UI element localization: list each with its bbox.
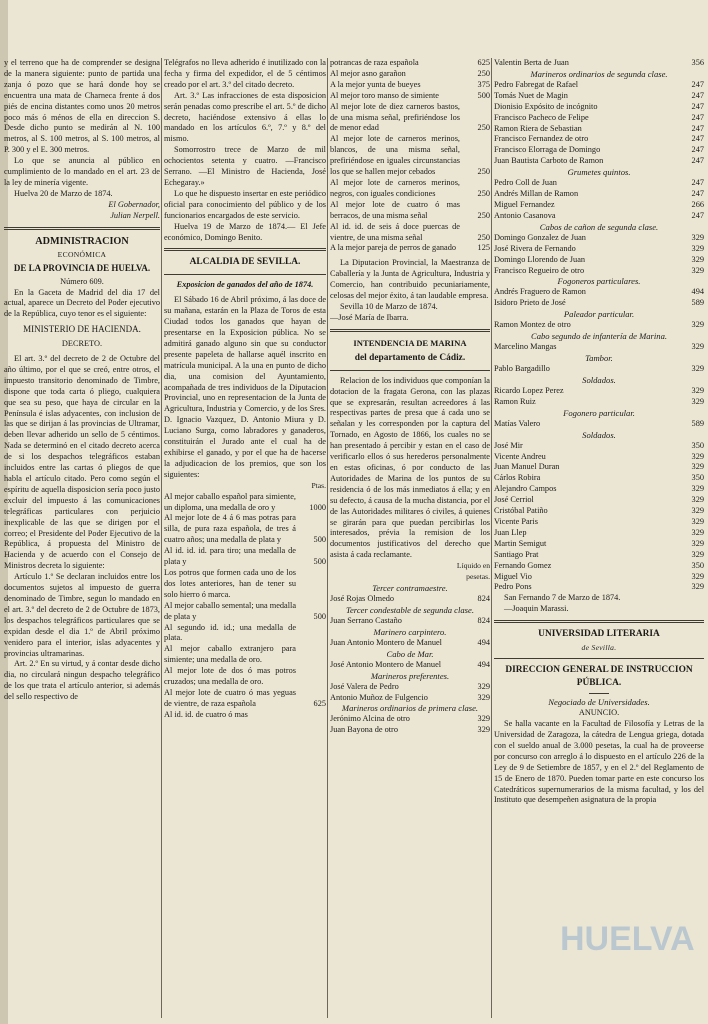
paragraph: Se halla vacante en la Facultad de Filosofía y Letras de la Universidad de Zaragoza, la cátedra de Lengua griega, dotada con el sueldo anual de 3.000 pesetas, la cual ha de proveerse por concurso con arreglo á lo dispuesto en el artículo 226 de la Ley de 9 de Setiembre de 1857, y en el 2.º del Reglamento de 15 de Enero de 1870. Pueden tomar parte en este concurso los Catedráticos supernumerarios de la misma facultad, y los del Instituto que desempeñen asignatura de la propia <box>494 719 704 805</box>
prize-row <box>330 91 490 102</box>
column-rule <box>327 58 328 1018</box>
rank-heading: Tambor. <box>585 353 613 364</box>
section-title: UNIVERSIDAD LITERARIA <box>538 629 660 640</box>
crew-row <box>494 145 704 156</box>
crew-row <box>494 244 704 255</box>
crew-amount: 329 <box>691 254 704 264</box>
crew-amount: 350 <box>691 473 704 483</box>
prize-amount: 625 <box>313 698 326 708</box>
rank-heading: Fogonero particular. <box>563 407 635 418</box>
prize-description: Al id. id. id. para tiro; una medalla de plata y <box>164 546 296 567</box>
crew-amount: 329 <box>691 538 704 548</box>
section-title: INTENDENCIA DE MARINA <box>353 337 467 348</box>
section-title: ALCALDIA DE SEVILLA. <box>189 257 301 268</box>
crew-amount: 329 <box>691 243 704 253</box>
crew-name: José Mir <box>494 440 523 450</box>
section-title: DIRECCION GENERAL DE INSTRUCCION PÚBLICA. <box>505 665 693 689</box>
prize-amount: 125 <box>477 243 490 253</box>
crew-amount: 329 <box>691 320 704 330</box>
crew-amount: 247 <box>691 79 704 89</box>
ministry-heading: MINISTERIO DE HACIENDA. <box>23 324 141 335</box>
prize-amount: 250 <box>477 123 490 133</box>
prize-amount: 250 <box>477 232 490 242</box>
prize-amount: 1000 <box>309 502 326 512</box>
crew-amount: 247 <box>691 134 704 144</box>
crew-amount: 329 <box>477 714 490 724</box>
crew-row <box>494 572 704 583</box>
crew-amount: 329 <box>691 484 704 494</box>
crew-amount: 329 <box>691 462 704 472</box>
prize-row <box>164 513 326 546</box>
crew-amount: 824 <box>477 615 490 625</box>
prize-row <box>330 134 490 178</box>
section-title: ADMINISTRACION <box>35 235 129 247</box>
prize-description: Al id. id. de cuatro ó mas <box>164 709 248 719</box>
crew-row <box>494 539 704 550</box>
crew-row <box>330 660 490 671</box>
signature-role: El Gobernador, <box>108 199 160 209</box>
crew-amount: 247 <box>691 101 704 111</box>
crew-amount: 329 <box>691 527 704 537</box>
crew-name: Pedro Pons <box>494 582 532 592</box>
prize-description: Al mejor caballo extranjero para simiente; una medalla de oro. <box>164 644 296 665</box>
crew-amount: 329 <box>691 232 704 242</box>
crew-amount: 329 <box>691 451 704 461</box>
crew-name: José Rivera de Fernando <box>494 243 576 253</box>
section-divider <box>494 620 704 623</box>
prize-amount: 625 <box>477 58 490 67</box>
crew-name: Francisco Fernandez de otro <box>494 134 589 144</box>
crew-amount: 350 <box>691 440 704 450</box>
crew-amount: 329 <box>691 582 704 592</box>
crew-amount: 329 <box>691 342 704 352</box>
section-divider <box>494 658 704 659</box>
crew-name: Marcelino Mangas <box>494 342 557 352</box>
crew-row <box>494 134 704 145</box>
paragraph: El Sábado 16 de Abril próximo, á las doce de su mañana, estarán en la Plaza de Toros de esta Ciudad todos los ganados que hayan de presentarse en la Exposicion pública. No se admitirá ganado alguno sin que su conductor presente papeleta de hallarse aquél inscrito en matrícula municipal. A la una en punto de dicho dia, una comision del Ayuntamiento, acompañada de tres individuos de la Diputacion Provincial, uno en representacion de la Junta de Agricultura, Industria y Comercio, y de los Sres. D. Ignacio Vazquez, D. Antonio Miura y D. Luciano Surga, como labradores y ganaderos, constituirán el Jurado ante el cual ha de exhibirse el ganado, y por el que ha de hacerse la adjudicacion de los premios, que son los siguientes: <box>164 295 326 479</box>
crew-name: Juan Manuel Duran <box>494 462 560 472</box>
date-line: Huelva 20 de Marzo de 1874. <box>14 188 113 198</box>
crew-name: Juan Serrano Castaño <box>330 615 402 625</box>
prize-description: Al id. id. de seis á doce puercas de vientre, de una misma señal <box>330 221 460 242</box>
prize-row <box>330 102 490 135</box>
crew-row <box>330 725 490 736</box>
crew-amount: 329 <box>691 495 704 505</box>
rank-heading: Soldados. <box>582 429 616 440</box>
paragraph: Somorrostro trece de Marzo de mil ochocientos setenta y cuatro. —Francisco Serrano. —El Ministro de Hacienda, José Echegaray.» <box>164 145 326 187</box>
prize-description: Al mejor caballo español para simiente, un diploma, una medalla de oro y <box>164 491 296 512</box>
watermark-logo: HUELVA <box>560 920 695 958</box>
prize-row <box>164 623 326 645</box>
crew-row <box>494 58 704 69</box>
prize-amount: 500 <box>313 535 326 545</box>
column-2 <box>164 58 326 1018</box>
prize-description: Al mejor lote de carneros merinos, blancos, de una misma señal, prefiriéndose en iguales circunstancias los que se hallen mejor cebados <box>330 134 460 177</box>
crew-name: Francisco Regueiro de otro <box>494 265 585 275</box>
prize-row <box>164 688 326 710</box>
crew-row <box>494 484 704 495</box>
crew-amount: 329 <box>477 692 490 702</box>
paragraph: Huelva 19 de Marzo de 1874.— El Jefe económico, Domingo Benito. <box>164 221 326 242</box>
crew-amount: 329 <box>691 265 704 275</box>
prize-amount: 500 <box>313 557 326 567</box>
prize-row <box>330 69 490 80</box>
prize-row <box>164 492 326 514</box>
prize-amount: 250 <box>477 210 490 220</box>
crew-name: Juan Llep <box>494 527 527 537</box>
crew-row <box>494 189 704 200</box>
paragraph: Art. 3.º Las infracciones de esta disposicion serán penadas como prescribe el art. 5.º de dicho decreto, haciéndose extensivo á ellas lo mandado en los artículos 6.º, 7.º y 8.º del mismo. <box>164 90 326 144</box>
crew-amount: 329 <box>477 681 490 691</box>
section-subtitle: del departamento de Cádiz. <box>354 352 466 363</box>
crew-name: Isidoro Prieto de José <box>494 298 566 308</box>
crew-row <box>494 320 704 331</box>
column-heading: Ptas. <box>311 480 326 490</box>
crew-row <box>330 638 490 649</box>
crew-name: Antonio Muñoz de Fulgencio <box>330 692 428 702</box>
paragraph: Lo que se anuncia al público en cumplimiento de lo mandado en el art. 23 de la ley de minería vigente. <box>4 156 160 187</box>
rank-heading: Paleador particular. <box>563 309 635 320</box>
crew-amount: 824 <box>477 593 490 603</box>
signature: —Joaquin Marassi. <box>504 604 569 614</box>
prize-row <box>330 80 490 91</box>
crew-row <box>494 211 704 222</box>
crew-amount: 247 <box>691 123 704 133</box>
crew-row <box>494 124 704 135</box>
column-rule <box>491 58 492 1018</box>
crew-name: Andrés Millan de Ramon <box>494 189 579 199</box>
crew-row <box>494 80 704 91</box>
prize-list <box>164 492 326 721</box>
crew-name: Vicente Andreu <box>494 451 546 461</box>
crew-name: Tomás Nuet de Magin <box>494 90 568 100</box>
prize-row <box>164 546 326 568</box>
section-divider <box>164 248 326 251</box>
crew-name: Juan Antonio Montero de Manuel <box>330 637 442 647</box>
prize-description: Al mejor caballo semental; una medalla de plata y <box>164 600 297 621</box>
rank-heading: Soldados. <box>582 374 616 385</box>
crew-name: Vicente Paris <box>494 517 538 526</box>
crew-list <box>494 58 704 593</box>
rank-heading: Marineros preferentes. <box>370 670 450 681</box>
crew-row <box>494 561 704 572</box>
prize-row <box>330 243 490 254</box>
crew-name: Miguel Fernandez <box>494 199 555 209</box>
prize-amount: 500 <box>477 90 490 100</box>
crew-name: Valentin Berta de Juan <box>494 58 569 67</box>
prize-description: potrancas de raza española <box>330 58 419 67</box>
crew-name: Fernando Gomez <box>494 560 552 570</box>
crew-name: Santiago Prat <box>494 549 539 559</box>
date-line: Sevilla 10 de Marzo de 1874. <box>340 301 438 311</box>
prize-row <box>164 601 326 623</box>
crew-name: Jerónimo Alcina de otro <box>330 714 410 724</box>
prize-amount: 250 <box>477 167 490 177</box>
crew-name: Dionisio Expósito de incógnito <box>494 101 598 111</box>
prize-description: Al mejor lote de 4 á 6 mas potras para silla, de pura raza española, de tres á cuatro años; una medalla de plata y <box>164 513 296 545</box>
crew-name: José Rojas Olmedo <box>330 593 395 603</box>
crew-name: Cristóbal Patiño <box>494 506 548 516</box>
rank-heading: Marineros ordinarios de primera clase. <box>341 703 479 714</box>
crew-row <box>494 287 704 298</box>
prize-row <box>164 568 326 601</box>
paragraph: Telégrafos no lleva adherido é inutilizado con la fecha y firma del expedidor, el de 5 céntimos creado por el art. 3.º del citado decreto. <box>164 58 326 89</box>
crew-name: Matías Valero <box>494 418 541 428</box>
crew-amount: 329 <box>691 396 704 406</box>
column-heading: Líquido en pesetas. <box>456 561 490 582</box>
rank-heading: Marineros ordinarios de segunda clase. <box>530 68 668 79</box>
crew-row <box>494 178 704 189</box>
crew-row <box>494 102 704 113</box>
paragraph: Lo que he dispuesto insertar en este periódico oficial para conocimiento del público y de los funcionarios encargados de este servicio. <box>164 188 326 220</box>
section-divider <box>330 370 490 371</box>
divider <box>589 693 609 694</box>
crew-name: José Antonio Montero de Manuel <box>330 659 442 669</box>
crew-row <box>494 495 704 506</box>
crew-name: Pedro Fabregat de Rafael <box>494 79 579 89</box>
paragraph: La Diputacion Provincial, la Maestranza de Caballería y la Junta de Agricultura, Industria y Comercio, han contribuido pecuniariamente, celosas del mejor éxito, á tan laudable empresa. <box>330 258 490 301</box>
crew-name: Ricardo Lopez Perez <box>494 385 564 395</box>
prize-description: Al mejor lote de dos ó mas potros cruzados; una medalla de oro. <box>164 666 296 687</box>
signature-name: Julian Nerpell. <box>110 210 160 220</box>
crew-name: Antonio Casanova <box>494 210 556 220</box>
prize-amount: 250 <box>477 68 490 78</box>
prize-description: Al mejor asno garañon <box>330 68 406 78</box>
section-subtitle: DE LA PROVINCIA DE HUELVA. <box>13 262 151 273</box>
paragraph: Art. 2.º En su virtud, y á contar desde dicho dia, no circulará ningun despacho telegráfico de los que trata el artículo anterior, si además del sello respectivo de <box>4 659 160 702</box>
prize-amount: 375 <box>477 79 490 89</box>
crew-row <box>494 517 704 528</box>
crew-amount: 247 <box>691 189 704 199</box>
crew-name: Domingo Llorendo de Juan <box>494 254 586 264</box>
prize-row <box>330 178 490 200</box>
paragraph: El art. 3.º del decreto de 2 de Octubre del año último, por el que se creó, entre otros, el impuesto transitorio denominado de Timbre, dispone que toda carta ó pliego, cualquiera que sea su peso, que haya de circular en la Península é islas adyacentes, con inclusion de las que se dirijan á las provincias de Ultramar, deben llevar adherido un sello de 5 céntimos. Nada se determinó en el citado decreto acerca de si los despachos telegráficos estaban incluidos entre las cartas ó pliegos de que habla el artículo citado. Pero como según el espíritu de aquella disposicion sería poco justo excluir del impuesto á las comunicaciones telegráficas particulares con perjuicio inexplicable de las que se dirigen por el correo; el Presidente del Poder Ejecutivo de la República, á propuesta del Ministro de Hacienda y de acuerdo con el Consejo de Ministros decreta lo siguiente: <box>4 354 160 571</box>
crew-amount: 247 <box>691 112 704 122</box>
crew-name: Cárlos Robira <box>494 473 541 483</box>
item-number: Número 609. <box>60 276 104 286</box>
crew-amount: 329 <box>477 725 490 735</box>
rank-heading: Cabo de Mar. <box>386 648 434 659</box>
prize-description: Al mejor lote de carneros merinos, negros, con iguales condiciones <box>330 177 460 198</box>
crew-row <box>494 582 704 593</box>
crew-amount: 247 <box>691 145 704 155</box>
crew-row <box>494 91 704 102</box>
crew-row <box>494 255 704 266</box>
decree-heading: DECRETO. <box>61 339 103 349</box>
crew-name: Ramon Montez de otro <box>494 320 571 330</box>
paragraph: En la Gaceta de Madrid del dia 17 del actual, aparece un Decreto del Poder ejecutivo de la República, cuyo tenor es el siguiente: <box>4 287 160 319</box>
crew-name: Ramon Ruiz <box>494 396 536 406</box>
crew-name: Miguel Vio <box>494 571 532 581</box>
column-3 <box>330 58 490 1018</box>
crew-row <box>494 342 704 353</box>
prize-description: A la mejor pareja de perros de ganado <box>330 243 457 253</box>
crew-row <box>494 473 704 484</box>
prize-row <box>330 58 490 69</box>
prize-description: Al mejor lote de cuatro ó mas yeguas de vientre, de raza española <box>164 687 296 708</box>
section-divider <box>330 329 490 332</box>
crew-amount: 329 <box>691 571 704 581</box>
crew-amount: 494 <box>477 637 490 647</box>
crew-name: Domingo Gonzalez de Juan <box>494 232 586 242</box>
date-line: San Fernando 7 de Marzo de 1874. <box>504 593 621 603</box>
section-subtitle: de Sevilla. <box>581 643 617 653</box>
section-divider <box>164 274 326 275</box>
crew-amount: 247 <box>691 156 704 166</box>
crew-amount: 329 <box>691 549 704 559</box>
prize-description: Al mejor toro manso de simiente <box>330 90 439 100</box>
section-subtitle: ECONÓMICA <box>57 249 107 259</box>
crew-name: Pablo Bargadillo <box>494 364 550 374</box>
crew-row <box>494 298 704 309</box>
prize-amount: 500 <box>313 611 326 621</box>
crew-amount: 266 <box>691 199 704 209</box>
crew-row <box>494 441 704 452</box>
prize-description: A la mejor yunta de bueyes <box>330 79 421 89</box>
prize-row <box>164 710 326 721</box>
crew-name: Juan Bautista Carboto de Ramon <box>494 156 604 166</box>
section-divider <box>4 227 160 230</box>
prize-list <box>330 58 490 254</box>
section-subtitle: Negociado de Universidades. <box>548 697 650 708</box>
crew-amount: 247 <box>691 178 704 188</box>
prize-row <box>164 666 326 688</box>
prize-row <box>164 644 326 666</box>
notice-title: Exposicion de ganados del año de 1874. <box>176 280 314 290</box>
crew-row <box>494 506 704 517</box>
crew-row <box>494 397 704 408</box>
column-rule <box>161 58 162 1018</box>
rank-heading: Tercer condestable de segunda clase. <box>345 604 474 615</box>
crew-row <box>494 528 704 539</box>
crew-row <box>330 693 490 704</box>
crew-name: José Valera de Pedro <box>330 681 399 691</box>
rank-heading: Fogoneros particulares. <box>557 276 641 287</box>
crew-amount: 247 <box>691 210 704 220</box>
crew-row <box>494 156 704 167</box>
crew-list <box>330 583 490 736</box>
crew-name: Alejandro Campos <box>494 484 557 494</box>
rank-heading: Tercer contramaestre. <box>372 582 448 593</box>
rank-heading: Cabos de cañon de segunda clase. <box>539 221 659 232</box>
prize-row <box>330 200 490 222</box>
column-4 <box>494 58 704 1018</box>
crew-amount: 329 <box>691 364 704 374</box>
crew-amount: 589 <box>691 298 704 308</box>
crew-amount: 329 <box>691 517 704 526</box>
crew-amount: 329 <box>691 385 704 395</box>
rank-heading: Marinero carpintero. <box>373 626 447 637</box>
rank-heading: Grumetes quintos. <box>567 167 631 178</box>
crew-row <box>494 419 704 430</box>
crew-amount: 247 <box>691 90 704 100</box>
crew-row <box>494 200 704 211</box>
crew-amount: 350 <box>691 560 704 570</box>
crew-row <box>494 452 704 463</box>
crew-name: Ramon Riera de Sebastian <box>494 123 582 133</box>
crew-row <box>494 266 704 277</box>
crew-row <box>330 682 490 693</box>
crew-name: Juan Bayona de otro <box>330 725 398 735</box>
crew-row <box>494 550 704 561</box>
prize-amount: 250 <box>477 188 490 198</box>
crew-name: Francisco Elorraga de Domingo <box>494 145 601 155</box>
crew-row <box>494 113 704 124</box>
crew-row <box>330 616 490 627</box>
rank-heading: Cabo segundo de infantería de Marina. <box>530 331 668 342</box>
paragraph: y el terreno que ha de comprender se designa de la manera siguiente: punto de partida una zanja ó pozo que se hará donde hoy se encuentra una mata de Charneca frente á dos piés de encina distantes como unos 20 metros poco más ó ménos de ella en direccion S. Desde dicho punto se medirán al N. 100 metros, al S. 100 metros, al S. 100 metros, al P. 300 y el E. 300 metros. <box>4 58 160 155</box>
prize-description: Al segundo id. id.; una medalla de plata. <box>164 622 296 643</box>
crew-row <box>330 714 490 725</box>
crew-amount: 494 <box>477 659 490 669</box>
prize-description: Al mejor lote de cuatro ó mas berracos, de una misma señal <box>330 199 460 220</box>
crew-row <box>494 364 704 375</box>
paragraph: Artículo 1.º Se declaran incluidos entre los documentos sujetos al impuesto de guerra denominado de Timbre, segun lo mandado en el art. 3.º del decreto de 2 de Octubre de 1873, los despachos telegráficos particulares que se expidan desde el dia 1.º de Abril próximo venidero para el interior, islas adyacentes y provincias ultramarinas. <box>4 572 160 658</box>
crew-row <box>494 462 704 473</box>
crew-name: Pedro Coll de Juan <box>494 178 557 188</box>
column-1 <box>4 58 160 1018</box>
crew-name: Andrés Fraguero de Ramon <box>494 287 586 297</box>
signature: —José María de Ibarra. <box>330 312 409 322</box>
crew-row <box>330 594 490 605</box>
crew-amount: 356 <box>691 58 704 67</box>
crew-row <box>494 233 704 244</box>
crew-name: Francisco Pacheco de Felipe <box>494 112 589 122</box>
notice-heading: ANUNCIO. <box>578 708 620 718</box>
crew-amount: 329 <box>691 506 704 516</box>
crew-name: Martin Semigut <box>494 538 547 548</box>
prize-description: Los potros que formen cada uno de los dos lotes anteriores, han de tener su solo hierro ó marca. <box>164 567 296 599</box>
prize-row <box>330 222 490 244</box>
crew-row <box>494 386 704 397</box>
crew-amount: 589 <box>691 418 704 428</box>
paragraph: Relacion de los individuos que componían la dotacion de la fragata Gerona, con las plazas que se expresarán, resultan acreedores á las respectivas partes de presa que á cada uno se señalan y les corresponden por la captura del Tornado, en Agosto de 1866, los cuales no se han presentado á percibir y estan en el caso de verificarlo ellos ó sus herederos personalmente en estas oficinas, ó por conducto de las Autoridades de Marina de los puntos de su residencia ó de los más inmediatos á ella; y en su defecto, á causa de la mucha distancia, por el de las Autoridades militares ó civiles, á quienes se girarán para que puedan percibirlas los interesados, prévia la remision de los documentos justificativos del derecho que asista á cada reclamante. <box>330 375 490 560</box>
crew-amount: 494 <box>691 287 704 297</box>
crew-name: José Cerriol <box>494 495 534 505</box>
prize-description: Al mejor lote de diez carneros bastos, de una misma señal, prefiriéndose los de menor edad <box>330 101 460 133</box>
